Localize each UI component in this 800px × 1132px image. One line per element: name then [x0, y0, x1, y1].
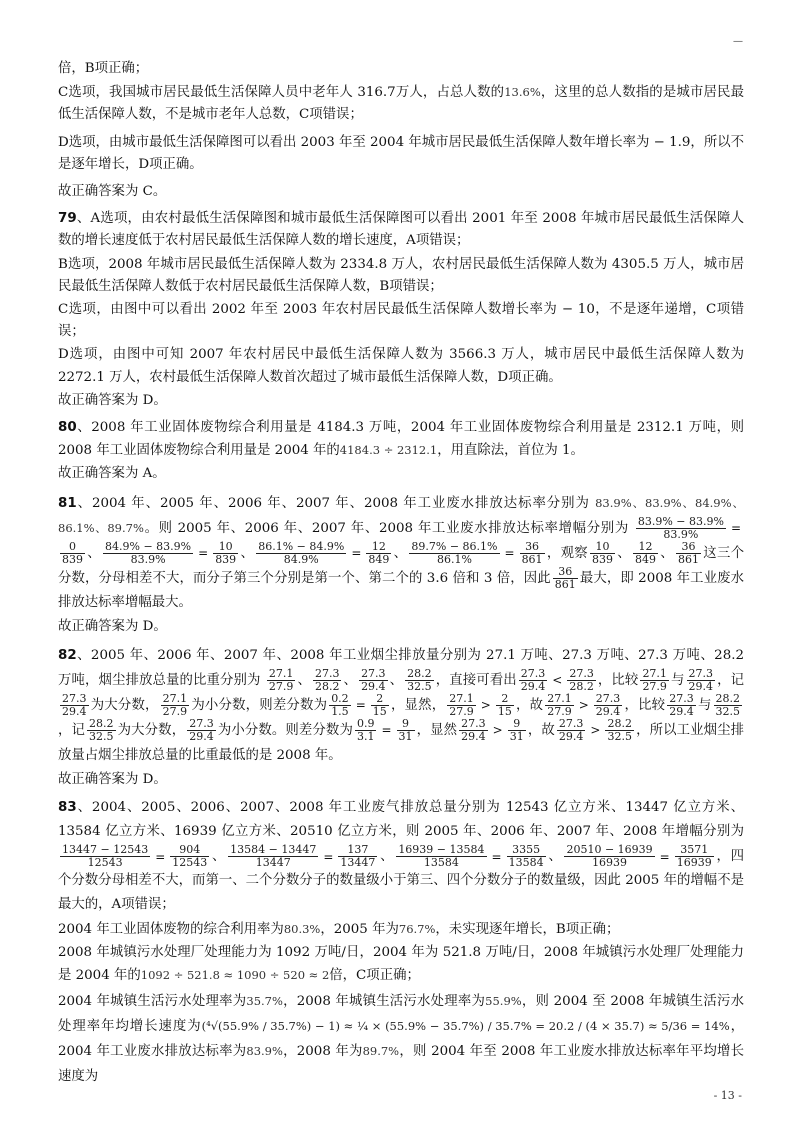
- question-82: 82、2005 年、2006 年、2007 年、2008 年工业烟尘排放量分别为 27.1 万吨、27.3 万吨、27.3 万吨、28.2 万吨，烟尘排放总量的比重分别为 $\frac{27.1}{27.9}$ 、 $\frac{27.3}{28.2}$ 、 $\frac{27.3}{29.4}$ 、 $\frac{28.2}{32.5}$ ，直接可看出 $\frac{27.3}{29.4}$ < $\frac{27.3}{28.2}$ ，比较 $\frac{27.1}{27.9}$ 与 $\frac{27.3}{29.4}$ ，记 $\frac{27.3}{29.4}$ 为大分数， $\frac{27.1}{27.9}$ 为小分数，则差分数为 $\frac{0.2}{1.5}$ = $\frac{2}{15}$ ，显然， $\frac{27.1}{27.9}$ > $\frac{2}{15}$ ，故 $\frac{27.1}{27.9}$ > $\frac{27.3}{29.4}$ ，比较 $\frac{27.3}{29.4}$ 与 $\frac{28.2}{32.5}$ ，记 $\frac{28.2}{32.5}$ 为大分数， $\frac{27.3}{29.4}$ 为小分数。则差分数为 $\frac{0.9}{3.1}$ = $\frac{9}{31}$ ，显然 $\frac{27.3}{29.4}$ > $\frac{9}{31}$ ，故 $\frac{27.3}{29.4}$ > $\frac{28.2}{32.5}$ ，所以工业烟尘排放量占烟尘排放总量的比重最低的是 2008 年。: [58, 647, 745, 763]
- formula: (⁴√(55.9% / 35.7%) − 1) ≈ ¼ × (55.9% − 35.7%) / 35.7% = 20.2 / (4 × 35.7) ≈ 5/36 = 14%: [201, 1018, 730, 1033]
- fraction: $\frac{86.1\% - 84.9\%}{84.9\%}$: [258, 539, 345, 566]
- paragraph: 倍，B项正确；: [58, 61, 149, 76]
- fraction: $\frac{36}{861}$: [521, 539, 543, 566]
- paragraph: 故正确答案为 A。: [58, 466, 166, 482]
- fraction: $\frac{12}{849}$: [368, 539, 390, 566]
- paragraph: 2008 年城镇污水处理厂处理能力为 1092 万吨/日，2004 年为 521.8 万吨/日，2008 年城镇污水处理厂处理能力是 2004 年的1092 ÷ 521.8 ≈ 1090 ÷ 520 ≈ 2倍，C项正确；: [58, 945, 744, 984]
- fraction: $\frac{0}{839}$: [62, 539, 83, 566]
- question-79: 79、A选项，由农村最低生活保障图和城市最低生活保障图可以看出 2001 年至 2008 年城市居民最低生活保障人数的增长速度低于农村居民最低生活保障人数的增长速度，A项错误；: [58, 211, 744, 249]
- question-81: 81、2004 年、2005 年、2006 年、2007 年、2008 年工业废水排放达标率分别为 83.9%、83.9%、84.9%、86.1%、89.7%。则 2005 年、2006 年、2007 年、2008 年工业废水排放达标率增幅分别为 $\frac{83.9\% - 83.9\%}{83.9\%}$ = $\frac{0}{839}$ 、 $\frac{84.9\% - 83.9\%}{83.9\%}$ = $\frac{10}{839}$ 、 $\frac{86.1\% - 84.9\%}{84.9\%}$ = $\frac{12}{849}$ 、 $\frac{89.7\% - 86.1\%}{86.1\%}$ = $\frac{36}{861}$ ，观察 $\frac{10}{839}$ 、 $\frac{12}{849}$ 、 $\frac{36}{861}$ 这三个分数，分母相差不大，而分子第三个分别是第一个、第二个的 3.6 倍和 3 倍，因此 $\frac{36}{861}$ 最大，即 2008 年工业废水排放达标率增幅最大。: [58, 495, 745, 610]
- question-80: 80、2008 年工业固体废物综合利用量是 4184.3 万吨，2004 年工业固体废物综合利用量是 2312.1 万吨，则 2008 年工业固体废物综合利用量是 2004 年的4184.3 ÷ 2312.1，用直除法，首位为 1。: [58, 420, 744, 459]
- answer-text: [58, 58, 744, 1090]
- paragraph: C选项，由图中可以看出 2002 年至 2003 年农村居民最低生活保障人数增长率为 − 10，不是逐年递增，C项错误；: [58, 302, 744, 340]
- fraction: $\frac{83.9\% - 83.9\%}{83.9\%}$: [637, 514, 724, 541]
- header-mark: —: [733, 36, 742, 47]
- paragraph: B选项，2008 年城市居民最低生活保障人数为 2334.8 万人，农村居民最低生活保障人数为 4305.5 万人，城市居民最低生活保障人数低于农村居民最低生活保障人数，B项错误；: [58, 256, 744, 294]
- paragraph: 故正确答案为 D。: [58, 771, 167, 787]
- paragraph: 2004 年工业固体废物的综合利用率为80.3%，2005 年为76.7%，未实现逐年增长，B项正确；: [58, 922, 620, 938]
- paragraph: 故正确答案为 C。: [58, 184, 167, 200]
- page-number: - 13 -: [713, 1089, 742, 1102]
- paragraph: D选项，由图中可知 2007 年农村居民中最低生活保障人数为 3566.3 万人，城市居民中最低生活保障人数为 2272.1 万人，农村最低生活保障人数首次超过了城市最低生活保障人数，D项正确。: [58, 347, 744, 385]
- fraction: $\frac{84.9\% - 83.9\%}{83.9\%}$: [105, 539, 192, 566]
- question-83: 83、2004、2005、2006、2007、2008 年工业废气排放总量分别为 12543 亿立方米、13447 亿立方米、13584 亿立方米、16939 亿立方米、20510 亿立方米，则 2005 年、2006 年、2007 年、2008 年增幅分别为 $\frac{13447 - 12543}{12543}$ = $\frac{904}{12543}$ 、 $\frac{13584 - 13447}{13447}$ = $\frac{137}{13447}$ 、 $\frac{16939 - 13584}{13584}$ = $\frac{3355}{13584}$ 、 $\frac{20510 - 16939}{16939}$ = $\frac{3571}{16939}$ ，四个分数分母相差不大，而第一、二个分数分子的数量级小于第三、四个分数分子的数量级，因此 2005 年的增幅不是最大的，A项错误；: [58, 800, 745, 913]
- fraction: $\frac{10}{839}$: [215, 539, 237, 566]
- paragraph: 故正确答案为 D。: [58, 392, 167, 408]
- paragraph: D选项，由城市最低生活保障图可以看出 2003 年至 2004 年城市居民最低生活保障人数年增长率为 − 1.9，所以不是逐年增长，D项正确。: [58, 134, 744, 172]
- paragraph: 2004 年城镇生活污水处理率为35.7%，2008 年城镇生活污水处理率为55.9%，则 2004 至 2008 年城镇生活污水处理率年均增长速度为(⁴√(55.9% / 35.7%) − 1) ≈ ¼ × (55.9% − 35.7%) / 35.7% = 20.2 / (4 × 35.7) ≈ 5/36 = 14%，2004 年工业废水排放达标率为83.9%，2008 年为89.7%，则 2004 年至 2008 年工业废水排放达标率年平均增长速度为: [58, 993, 745, 1084]
- paragraph: C选项，我国城市居民最低生活保障人员中老年人 316.7万人，占总人数的13.6%，这里的总人数指的是城市居民最低生活保障人数，不是城市老年人总数，C项错误；: [58, 85, 744, 123]
- fraction: $\frac{89.7\% - 86.1\%}{86.1\%}$: [411, 539, 498, 566]
- paragraph: 故正确答案为 D。: [58, 618, 167, 634]
